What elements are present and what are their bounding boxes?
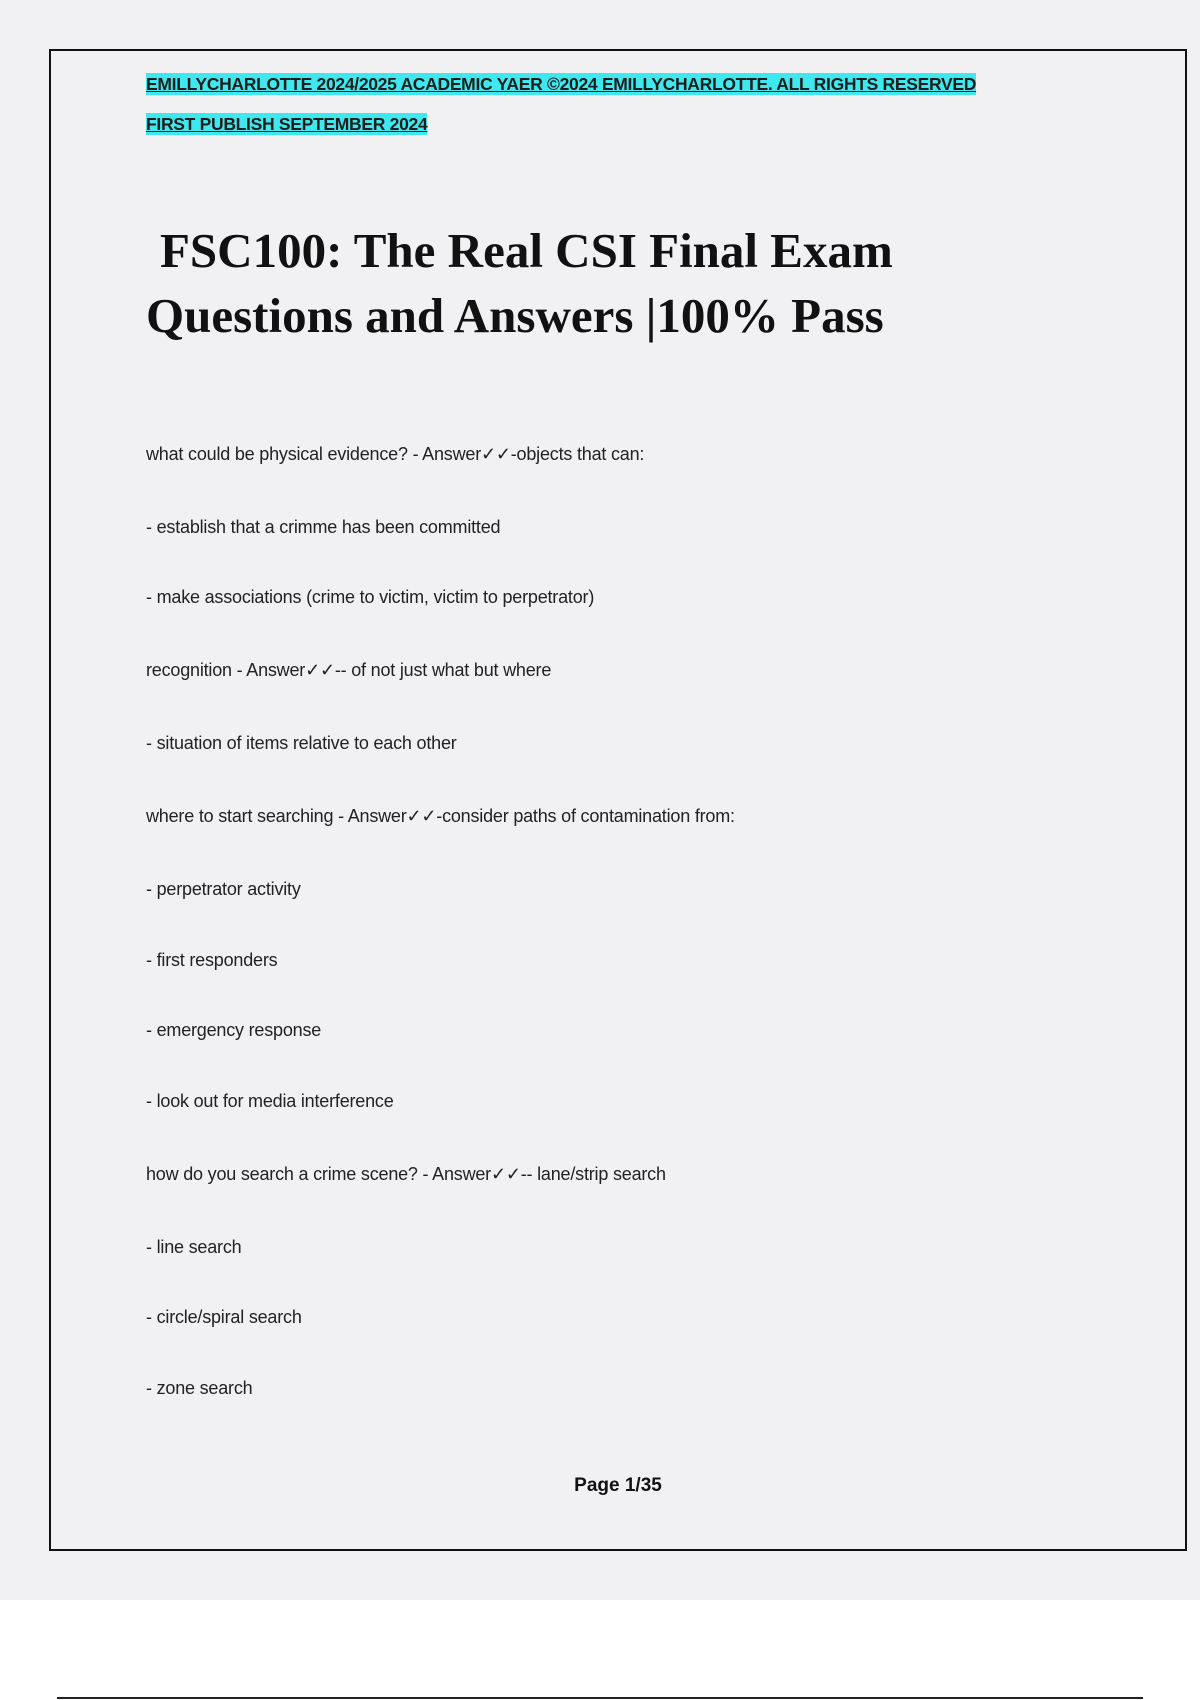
qa-line: recognition - Answer✓✓-- of not just what but where xyxy=(146,660,552,680)
qa-line: - emergency response xyxy=(146,1020,322,1040)
qa-line: - line search xyxy=(146,1237,242,1257)
qa-line: - situation of items relative to each other xyxy=(146,733,457,753)
qa-line: where to start searching - Answer✓✓-consider paths of contamination from: xyxy=(146,806,735,826)
qa-line: what could be physical evidence? - Answer✓✓-objects that can: xyxy=(146,444,645,464)
qa-line: - zone search xyxy=(146,1378,253,1398)
qa-line: - establish that a crimme has been committed xyxy=(146,517,501,537)
qa-line: - first responders xyxy=(146,950,278,970)
copyright-header xyxy=(146,74,976,95)
qa-line: how do you search a crime scene? - Answer✓✓-- lane/strip search xyxy=(146,1164,666,1184)
document-title xyxy=(146,218,1046,348)
qa-line: - circle/spiral search xyxy=(146,1307,302,1327)
publish-date-header xyxy=(146,114,427,135)
next-page-rule xyxy=(57,1697,1143,1699)
page-number: Page 1/35 xyxy=(574,1475,662,1496)
qa-line: - perpetrator activity xyxy=(146,879,301,899)
qa-line: - look out for media interference xyxy=(146,1091,394,1111)
title-line-1: FSC100: The Real CSI Final Exam xyxy=(160,223,893,278)
qa-line: - make associations (crime to victim, victim to perpetrator) xyxy=(146,587,595,607)
title-line-2: Questions and Answers |100% Pass xyxy=(146,288,884,343)
publish-date-text: FIRST PUBLISH SEPTEMBER 2024 xyxy=(146,114,428,134)
copyright-header-text: EMILLYCHARLOTTE 2024/2025 ACADEMIC YAER ©2024 EMILLYCHARLOTTE. ALL RIGHTS RESERVED xyxy=(146,74,977,94)
